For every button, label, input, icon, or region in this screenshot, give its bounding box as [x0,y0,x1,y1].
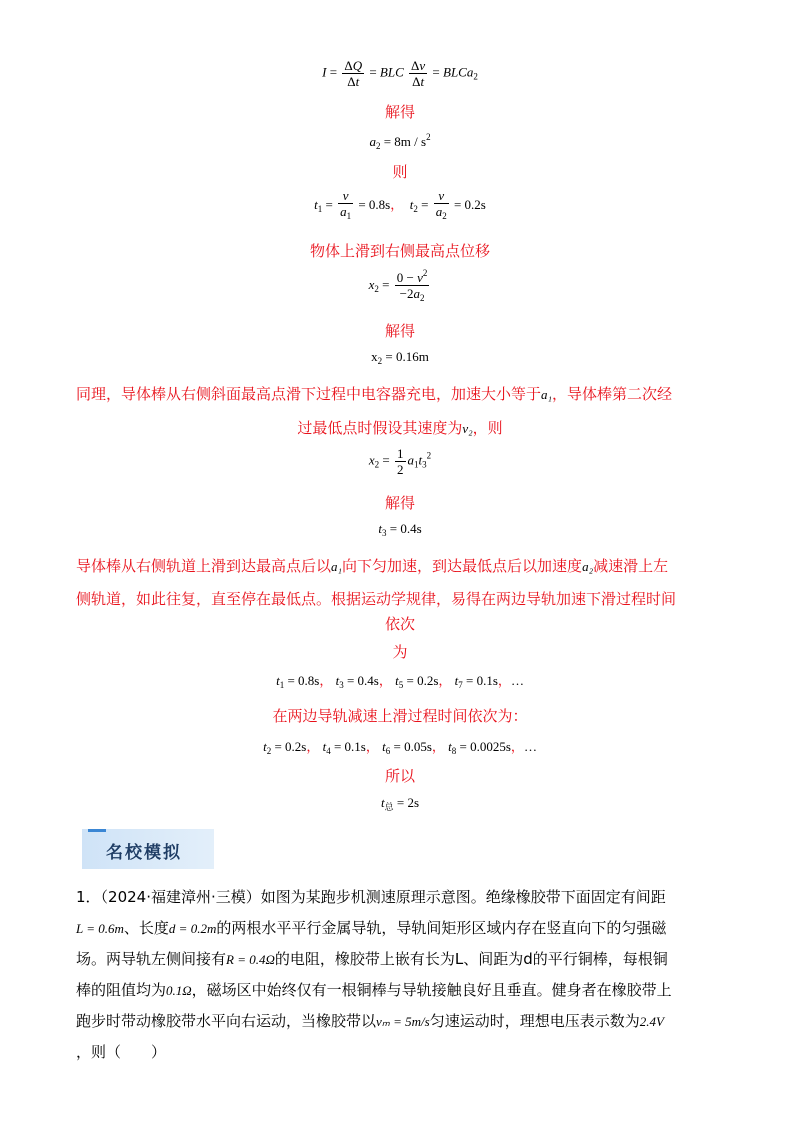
question-text-3a: 场。两导轨左侧间接有 [76,950,227,968]
v-value: vₘ = 5m/s [376,1014,430,1029]
then-label: 则 [392,163,408,181]
paragraph-2 [76,550,728,615]
solve-label-2: 解得 [384,322,415,340]
para2-text-c: 减速滑上左 [593,557,669,575]
decel-times: $t_2 = 0.2s$， $t_4 = 0.1s$， $t_6 = 0.05s$， $t_8 = 0.0025s$，… [263,739,537,756]
section-title: 名校模拟 [106,843,182,863]
r-value: 0.1Ω [166,983,192,998]
paragraph-1 [76,378,728,411]
separator-comma: ， [390,196,404,212]
x2-result: $x_2 = 0.16m$ [371,349,429,366]
para1-text-d: ，则 [472,419,503,437]
ellipsis-2: … [523,739,537,754]
L-value: L = 0.6m [76,921,124,936]
question-text-2a: 、长度 [123,919,169,937]
t3-result: $t_3 = 0.4s$ [378,521,422,538]
question-1 [76,882,728,1068]
current-equation: I = $\frac{\Delta Q}{\Delta t}$ = BLC $\frac{\Delta v}{\Delta t}$ = BLCa$_2$ [322,58,478,89]
therefore-label: 所以 [384,767,415,785]
v2-symbol: v₂ [462,421,473,436]
d-value: d = 0.2m [168,921,217,936]
x2-equation-2: $x_2$ = $\frac{1}{2}$ $a_1t_3^2$ [368,446,432,477]
solve-label-3: 解得 [384,494,415,512]
displacement-text: 物体上滑到右侧最高点位移 [309,242,490,260]
banner-accent-mark [88,829,106,832]
accel-times: $t_1 = 0.8s$， $t_3 = 0.4s$， $t_5 = 0.2s$， $t_7 = 0.1s$，… [276,673,524,690]
question-text-1: 如图为某跑步机测速原理示意图。绝缘橡胶带下面固定有间距 [260,888,666,906]
U-value: 2.4V [639,1014,664,1029]
total-time: $t_总 = 2s$ [380,795,420,812]
question-text-4b: ，磁场区中始终仅有一根铜棒与导轨接触良好且垂直。健身者在橡胶带上 [191,981,672,999]
question-text-5b: 匀速运动时，理想电压表示数为 [429,1012,640,1030]
solve-label-1: 解得 [384,103,415,121]
x2-equation: $x_2$ = $\frac{0 - v^2}{-2a_2}$ [368,268,428,303]
question-text-6: ，则（ ） [76,1043,167,1061]
para2-text-d: 侧轨道，如此往复，直至停在最低点。根据运动学规律，易得在两边导轨加速下滑过程时间 [76,590,677,608]
para2-line-3: 依次 [384,615,415,633]
para2-text-a: 导体棒从右侧轨道上滑到达最高点后以 [76,557,332,575]
a1-symbol-2: a₁ [331,559,343,574]
a2-result: $a_2 = 8m / s^2$ [369,132,431,151]
question-text-2b: 的两根水平平行金属导轨，导轨间矩形区域内存在竖直向下的匀强磁 [216,919,667,937]
decel-text: 在两边导轨减速上滑过程时间依次为： [272,707,528,725]
question-text-4a: 棒的阻值均为 [76,981,167,999]
ellipsis-1: … [510,673,524,688]
para1-text-c: 过最低点时假设其速度为 [297,419,463,437]
para2-text-b: 向下匀加速，到达最低点后以加速度 [342,557,583,575]
para1-text-a: 同理，导体棒从右侧斜面最高点滑下过程中电容器充电，加速大小等于 [76,385,542,403]
a1-symbol: a₁ [541,387,553,402]
paragraph-1-line-2 [0,417,800,438]
question-text-5a: 跑步时带动橡胶带水平向右运动，当橡胶带以 [76,1012,377,1030]
question-source: （2024·福建漳州·三模） [100,888,261,906]
para2-line-4: 为 [392,643,408,661]
question-text-3b: 的电阻，橡胶带上嵌有长为L、间距为d的平行铜棒，每根铜 [274,950,668,968]
para1-text-b: ，导体棒第二次经 [552,385,673,403]
R-value: R = 0.4Ω [226,952,275,967]
a2-symbol: a₂ [582,559,594,574]
question-number: 1． [76,888,101,906]
t1-t2-equations: $t_1$ = $\frac{v}{a_1}$ = 0.8s， $t_2$ = $\frac{v}{a_2}$ = 0.2s [314,188,486,221]
